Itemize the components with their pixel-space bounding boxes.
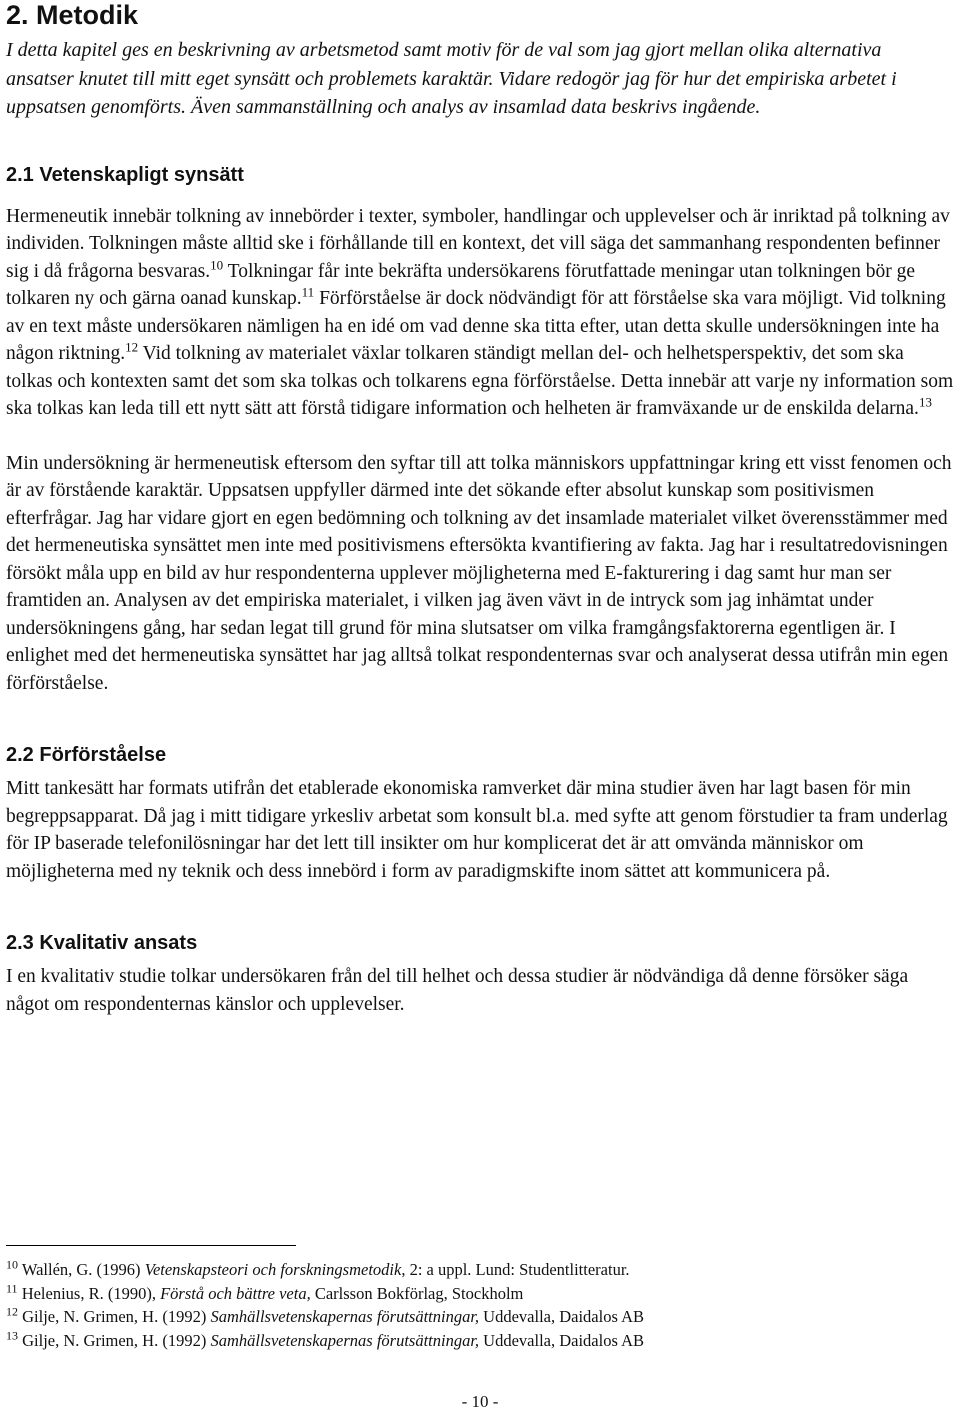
footnote-title: Vetenskapsteori och forskningsmetodik: [144, 1260, 402, 1279]
page-number: - 10 -: [461, 1392, 499, 1411]
section-heading-2-3: 2.3 Kvalitativ ansats: [6, 932, 198, 954]
section-2-1-paragraph-1: [6, 203, 954, 423]
chapter-heading: 2. Metodik: [6, 0, 139, 30]
section-2-1-paragraph-2: Min undersökning är hermeneutisk eftersom den syftar till att tolka människors uppfattningar kring ett visst fenomen och är av förstående karaktär. Uppsatsen uppfyller därmed inte det sökande efter absolut kunskap som positivismen efterfrågar. Jag har vidare gjort en egen bedömning och tolkning av det insamlade materialet vilket överensstämmer med det hermeneutiska synsättet men inte med positivismens eftersökta kvantifiering av fakta. Jag har i resultatredovisningen försökt måla upp en bild av hur respondenterna upplever möjligheterna med E-fakturering i dag samt hur man ser framtiden an. Analysen av det empiriska materialet, i vilken jag även vävt in de intryck som jag inhämtat under undersökningens gång, har sedan legat till grund för mina slutsatser om vilka framgångsfaktorerna egentligen är. I enlighet med det hermeneutiska synsättet har jag alltså tolkat respondenternas svar och analyserat dessa utifrån min egen förförståelse.: [6, 452, 952, 694]
footnote-ref: 12: [125, 339, 139, 355]
footnote-text: Gilje, N. Grimen, H. (1992): [22, 1330, 211, 1350]
text-run: Tolkningar får inte bekräfta undersökarens förutfattade meningar utan tolkningen bör ge tolkaren ny och gärna oanad kunskap.: [6, 260, 916, 309]
footnote-item: [6, 1258, 946, 1282]
section-2-2-paragraph: Mitt tankesätt har formats utifrån det etablerade ekonomiska ramverket där mina studier även har lagt basen för min begreppsapparat. Då jag i mitt tidigare yrkesliv arbetat som konsult bl.a. med syfte att genom förstudier ta fram underlag för IP baserade telefonilösningar har det lett till insikter om hur komplicerat det är att omvända människor om möjligheterna med ny teknik och dess innebörd i form av paradigmskifte inom sättet att kommunicera på.: [6, 778, 948, 882]
section-2-3-paragraph: I en kvalitativ studie tolkar undersökaren från del till helhet och dessa studier är nödvändiga då denne försöker säga något om respondenternas känslor och upplevelser.: [6, 966, 909, 1015]
footnote-text: , 2: a uppl. Lund: Studentlitteratur.: [401, 1260, 630, 1279]
footnote-text: Carlsson Bokförlag, Stockholm: [310, 1283, 524, 1303]
footnote-ref: 11: [301, 284, 315, 300]
footnote-text: Gilje, N. Grimen, H. (1992): [22, 1307, 211, 1326]
footnote-text: Helenius, R. (1990),: [21, 1283, 161, 1303]
footnote-title: Samhällsvetenskapernas förutsättningar,: [210, 1307, 480, 1326]
footnote-title: Samhällsvetenskapernas förutsättningar,: [210, 1330, 480, 1350]
section-heading-2-2: 2.2 Förförståelse: [6, 744, 167, 766]
text-run: Vid tolkning av materialet växlar tolkaren ständigt mellan del- och helhetsperspektiv, det som ska tolkas och kontexten samt det som ska tolkas och tolkarens egna förförståelse. Detta innebär att varje ny information som ska tolkas kan leda till ett nytt sätt att förstå tidigare information och helheten är framväxande ur de enskilda delarna.: [6, 343, 954, 419]
section-heading-2-1: 2.1 Vetenskapligt synsätt: [6, 163, 244, 186]
footnote-item: [6, 1329, 946, 1353]
text-run: Förförståelse är dock nödvändigt för att förståelse ska vara möjligt. Vid tolkning av en text måste undersökaren nämligen ha en idé om vad denne ska titta efter, utan detta skulle undersökningen inte ha någon riktning.: [6, 288, 946, 364]
footnote-number: 12: [6, 1304, 18, 1319]
footnote-ref: 13: [918, 394, 932, 410]
footnote-text: Uddevalla, Daidalos AB: [479, 1307, 645, 1326]
footnote-number: 10: [6, 1257, 18, 1272]
text-run: Hermeneutik innebär tolkning av innebörder i texter, symboler, handlingar och upplevelser och är inriktad på tolkning av individen. Tolkningen måste alltid ske i förhållande till en kontext, det vill säga det sammanhang respondenten befinner sig i då frågorna besvaras.: [6, 205, 950, 282]
footnote-number: 13: [6, 1328, 18, 1342]
footnote-number: 11: [6, 1281, 18, 1295]
footnote-item: [6, 1305, 946, 1329]
footnote-text: Wallén, G. (1996): [21, 1260, 145, 1279]
footnote-divider: [6, 1245, 296, 1246]
footnote-title: Förstå och bättre veta,: [160, 1283, 311, 1303]
footnote-item: [6, 1282, 946, 1306]
chapter-intro: I detta kapitel ges en beskrivning av arbetsmetod samt motiv för de val som jag gjort mellan olika alternativa ansatser knutet till mitt eget synsätt och problemets karaktär. Vidare redogör jag för hur det empiriska arbetet i uppsatsen genomförts. Även sammanställning och analys av insamlad data beskrivs ingående.: [6, 39, 897, 118]
footnote-ref: 10: [210, 257, 224, 272]
footnotes: [6, 1258, 946, 1352]
footnote-text: Uddevalla, Daidalos AB: [479, 1330, 645, 1350]
